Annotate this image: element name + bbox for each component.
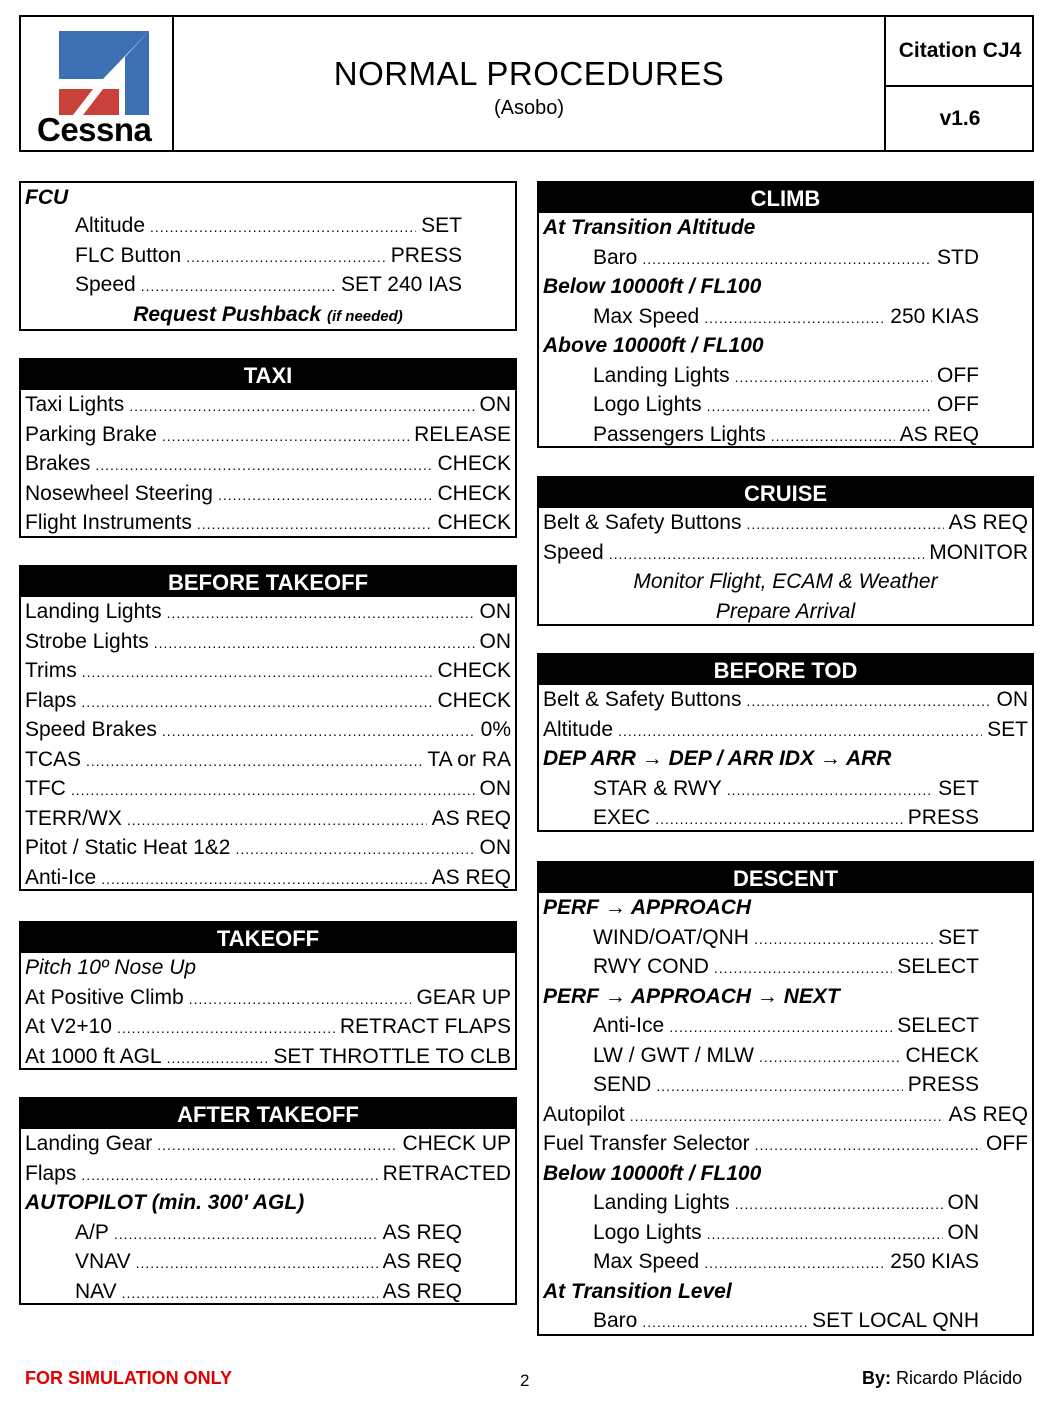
aircraft-model: Citation CJ4 (886, 17, 1034, 87)
descent-item: Logo Lights ..... ON (539, 1218, 1032, 1248)
taxi-item: Parking Brake ..... RELEASE (21, 420, 515, 450)
cruise-title: CRUISE (539, 478, 1032, 508)
before-tod-item: STAR & RWY ..... SET (539, 774, 1032, 804)
before-tod-item: Belt & Safety Buttons ..... ON (539, 685, 1032, 715)
cruise-section (537, 476, 1034, 626)
autopilot-item: NAV ..... AS REQ (21, 1277, 515, 1307)
climb-title: CLIMB (539, 183, 1032, 213)
before-tod-section (537, 653, 1034, 832)
page-header (19, 15, 1034, 152)
pushback-note: Request Pushback (if needed) (133, 302, 403, 326)
before-tod-item: EXEC ..... PRESS (539, 803, 1032, 833)
descent-item: Landing Lights ..... ON (539, 1188, 1032, 1218)
climb-item: Logo Lights ..... OFF (539, 390, 1032, 420)
taxi-item: Taxi Lights ..... ON (21, 390, 515, 420)
descent-subtitle: At Transition Level (543, 1279, 732, 1303)
fcu-item: Speed ..... SET 240 IAS (21, 270, 515, 300)
before-takeoff-item: Flaps ..... CHECK (21, 686, 515, 716)
descent-subtitle: Below 10000ft / FL100 (543, 1161, 762, 1185)
after-takeoff-item: Landing Gear ..... CHECK UP (21, 1129, 515, 1159)
cessna-logo (21, 17, 174, 150)
version-block (884, 17, 1034, 150)
cruise-item: Speed ..... MONITOR (539, 538, 1032, 568)
takeoff-title: TAKEOFF (21, 923, 515, 953)
descent-item: Anti-Ice ..... SELECT (539, 1011, 1032, 1041)
descent-item: WIND/OAT/QNH ..... SET (539, 923, 1032, 953)
climb-subtitle: Above 10000ft / FL100 (543, 334, 764, 357)
descent-section (537, 861, 1034, 1336)
autopilot-item: A/P ..... AS REQ (21, 1218, 515, 1248)
takeoff-pitch-note: Pitch 10º Nose Up (25, 956, 197, 979)
before-takeoff-title: BEFORE TAKEOFF (21, 567, 515, 597)
before-takeoff-item: Trims ..... CHECK (21, 656, 515, 686)
author-credit: By: Ricardo Plácido (862, 1368, 1023, 1388)
climb-section (537, 181, 1034, 448)
descent-subtitle: PERF → APPROACH (543, 896, 752, 919)
simulation-disclaimer: FOR SIMULATION ONLY (25, 1368, 232, 1388)
fcu-title: FCU (25, 186, 69, 209)
autopilot-subtitle: AUTOPILOT (min. 300' AGL) (25, 1191, 305, 1214)
before-takeoff-item: Strobe Lights ..... ON (21, 627, 515, 657)
before-tod-item: Altitude ..... SET (539, 715, 1032, 745)
before-takeoff-item: Pitot / Static Heat 1&2 ..... ON (21, 833, 515, 863)
cruise-item: Belt & Safety Buttons ..... AS REQ (539, 508, 1032, 538)
taxi-item: Flight Instruments ..... CHECK (21, 508, 515, 538)
before-tod-title: BEFORE TOD (539, 655, 1032, 685)
taxi-item: Brakes ..... CHECK (21, 449, 515, 479)
takeoff-item: At V2+10 ..... RETRACT FLAPS (21, 1012, 515, 1042)
autopilot-item: VNAV ..... AS REQ (21, 1247, 515, 1277)
after-takeoff-item: Flaps ..... RETRACTED (21, 1159, 515, 1189)
title-block (174, 17, 884, 150)
author-name: Ricardo Plácido (896, 1368, 1023, 1388)
document-version: v1.6 (939, 107, 981, 130)
taxi-section (19, 358, 517, 538)
before-takeoff-item: TFC ..... ON (21, 774, 515, 804)
climb-item: Landing Lights ..... OFF (539, 361, 1032, 391)
taxi-item: Nosewheel Steering ..... CHECK (21, 479, 515, 509)
before-takeoff-item: Speed Brakes ..... 0% (21, 715, 515, 745)
before-tod-subtitle: DEP ARR → DEP / ARR IDX → ARR (543, 747, 892, 770)
descent-item: Baro ..... SET LOCAL QNH (539, 1306, 1032, 1336)
cruise-note: Monitor Flight, ECAM & Weather (633, 570, 938, 593)
descent-item: LW / GWT / MLW ..... CHECK (539, 1041, 1032, 1071)
logo-wordmark: Cessna (37, 111, 152, 148)
takeoff-section (19, 921, 517, 1070)
taxi-title: TAXI (21, 360, 515, 390)
climb-item: Max Speed ..... 250 KIAS (539, 302, 1032, 332)
cruise-note: Prepare Arrival (715, 599, 856, 623)
page-number: 2 (520, 1371, 530, 1390)
descent-item: RWY COND ..... SELECT (539, 952, 1032, 982)
climb-subtitle: At Transition Altitude (543, 216, 756, 239)
climb-subtitle: Below 10000ft / FL100 (543, 275, 762, 298)
takeoff-item: At Positive Climb ..... GEAR UP (21, 983, 515, 1013)
descent-item: SEND ..... PRESS (539, 1070, 1032, 1100)
page-title: NORMAL PROCEDURES (333, 55, 725, 92)
fcu-item: FLC Button ..... PRESS (21, 241, 515, 271)
climb-item: Baro ..... STD (539, 243, 1032, 273)
fcu-section (19, 181, 517, 331)
climb-item: Passengers Lights ..... AS REQ (539, 420, 1032, 450)
descent-item: Max Speed ..... 250 KIAS (539, 1247, 1032, 1277)
descent-item: Fuel Transfer Selector ..... OFF (539, 1129, 1032, 1159)
after-takeoff-section (19, 1097, 517, 1305)
before-takeoff-item: Anti-Ice ..... AS REQ (21, 863, 515, 893)
descent-subtitle: PERF → APPROACH → NEXT (543, 984, 840, 1008)
takeoff-item: At 1000 ft AGL ..... SET THROTTLE TO CLB (21, 1042, 515, 1072)
before-takeoff-item: TERR/WX ..... AS REQ (21, 804, 515, 834)
before-takeoff-item: TCAS ..... TA or RA (21, 745, 515, 775)
fcu-item: Altitude ..... SET (21, 211, 515, 241)
before-takeoff-item: Landing Lights ..... ON (21, 597, 515, 627)
descent-title: DESCENT (539, 863, 1032, 893)
before-takeoff-section (19, 565, 517, 891)
after-takeoff-title: AFTER TAKEOFF (21, 1099, 515, 1129)
descent-item: Autopilot ..... AS REQ (539, 1100, 1032, 1130)
page-subtitle: (Asobo) (493, 97, 565, 119)
